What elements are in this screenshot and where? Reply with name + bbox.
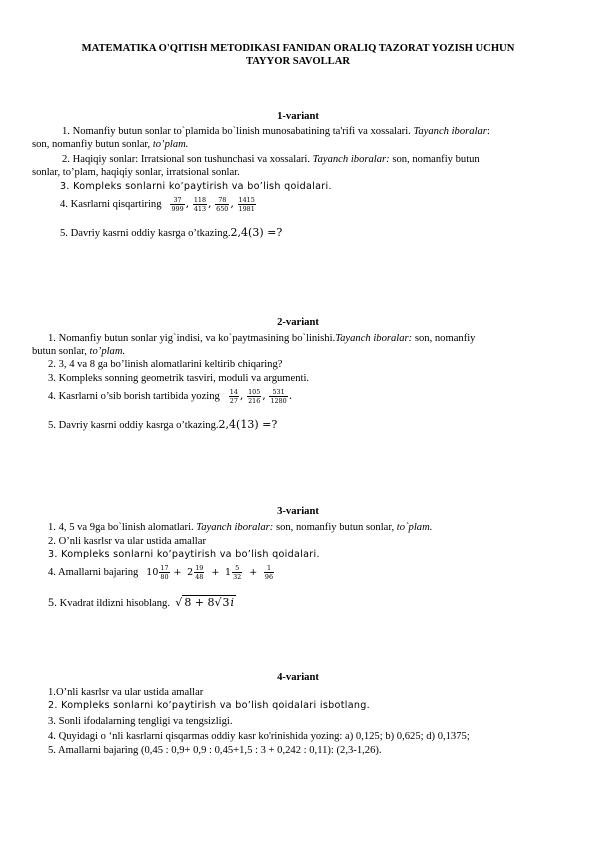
- v2-fraction: $\frac{531}{1280}$: [270, 388, 287, 405]
- v2-question-5: 5. Davriy kasrni oddiy kasrga o’tkazing.2,4(13) =?: [48, 418, 278, 431]
- v1-fraction: $\frac{1415}{1981}$: [238, 196, 255, 213]
- v4-question-1: 1.O’nli kasrlsr va ular ustida amallar: [48, 687, 204, 698]
- v1-question-4: 4. Kasrlarni qisqartiring $\frac{37}{999}$ , $\frac{118}{413}$ , $\frac{78}{650}$ , $\frac{1415}{1981}$: [60, 196, 255, 213]
- v1-fraction: $\frac{78}{650}$: [216, 196, 229, 213]
- variant-3-heading: 3-variant: [277, 506, 319, 517]
- variant-2-heading: 2-variant: [277, 317, 319, 328]
- v3-square-root-expression: √ 8 + 8√3i: [175, 596, 235, 609]
- v1-question-2-cont: sonlar, to’plam, haqiqiy sonlar, irratsional sonlar.: [32, 167, 240, 178]
- v3-question-2: 2. O’nli kasrlsr va ular ustida amallar: [48, 536, 206, 547]
- v3-mixed-number: 10 $\frac{17}{80}$ +: [146, 564, 185, 581]
- v4-question-4: 4. Quyidagi o ‘nli kasrlarni qisqarmas oddiy kasr ko'rinishida yozing: a) 0,125; b) 0,625; d) 0,1375;: [48, 731, 470, 742]
- v3-question-4: 4. Amallarni bajaring 10 $\frac{17}{80}$ + 2 $\frac{19}{48}$ + 1 $\frac{5}{32}$ + $\frac{1}{96}$: [48, 564, 274, 581]
- v4-question-5: 5. Amallarni bajaring (0,45 : 0,9+ 0,9 : 0,45+1,5 : 3 + 0,242 : 0,11): (2,3-1,26).: [48, 745, 382, 756]
- v3-question-1: 1. 4, 5 va 9ga bo`linish alomatlari. Tayanch iboralar: son, nomanfiy butun sonlar, to`plam.: [48, 522, 433, 533]
- v4-question-2: 2. Kompleks sonlarni ko’paytirish va bo’lish qoidalari isbotlang.: [48, 700, 371, 711]
- v2-question-3: 3. Kompleks sonning geometrik tasviri, moduli va argumenti.: [48, 373, 310, 384]
- v2-question-1: 1. Nomanfiy butun sonlar yig`indisi, va ko`paytmasining bo`linishi.Tayanch iboralar: son, nomanfiy: [48, 333, 476, 344]
- v2-periodic-expression: 2,4(13) =?: [218, 418, 278, 431]
- v2-fraction: $\frac{14}{27}$: [229, 388, 238, 405]
- v2-question-2: 2. 3, 4 va 8 ga bo’linish alomatlarini keltirib chiqaring?: [48, 359, 283, 370]
- variant-1-heading: 1-variant: [277, 111, 319, 122]
- v1-question-5: 5. Davriy kasrni oddiy kasrga o’tkazing.2,4(3) =?: [60, 226, 283, 239]
- v2-question-1-cont: butun sonlar, to’plam.: [32, 346, 126, 357]
- v1-fraction: $\frac{37}{999}$: [171, 196, 184, 213]
- v4-question-3: 3. Sonli ifodalarning tengligi va tengsizligi.: [48, 716, 233, 727]
- v3-fraction: $\frac{1}{96}$: [264, 564, 274, 581]
- variant-4-heading: 4-variant: [277, 672, 319, 683]
- v2-question-4: 4. Kasrlarni o’sib borish tartibida yozing $\frac{14}{27}$ , $\frac{105}{216}$ , $\frac{531}{1280}$ .: [48, 388, 293, 405]
- document-title: [30, 42, 566, 68]
- v3-question-5: 5. Kvadrat ildizni hisoblang. √ 8 + 8√3i: [48, 595, 235, 609]
- v1-question-1: 1. Nomanfiy butun sonlar to`plamida bo`linish munosabatining ta'rifi va xossalari. Tayanch iboralar:: [62, 126, 490, 137]
- title-line-1: MATEMATIKA O'QITISH METODIKASI FANIDAN ORALIQ TAZORAT YOZISH UCHUN: [81, 43, 515, 54]
- v1-question-3: 3. Kompleks sonlarni ko’paytirish va bo’lish qoidalari.: [60, 181, 332, 192]
- v1-question-2: 2. Haqiqiy sonlar: Irratsional son tushunchasi va xossalari. Tayanch iboralar: son, nomanfiy butun: [62, 154, 480, 165]
- v1-question-1-cont: son, nomanfiy butun sonlar, to’plam.: [32, 139, 189, 150]
- v3-mixed-number: 1 $\frac{5}{32}$ +: [225, 564, 261, 581]
- v1-periodic-expression: 2,4(3) =?: [230, 226, 283, 239]
- v3-question-3: 3. Kompleks sonlarni ko’paytirish va bo’lish qoidalari.: [48, 549, 320, 560]
- v1-fraction: $\frac{118}{413}$: [193, 196, 207, 213]
- v3-mixed-number: 2 $\frac{19}{48}$ +: [187, 564, 223, 581]
- title-line-2: TAYYOR SAVOLLAR: [245, 56, 351, 67]
- v2-fraction: $\frac{105}{216}$: [248, 388, 261, 405]
